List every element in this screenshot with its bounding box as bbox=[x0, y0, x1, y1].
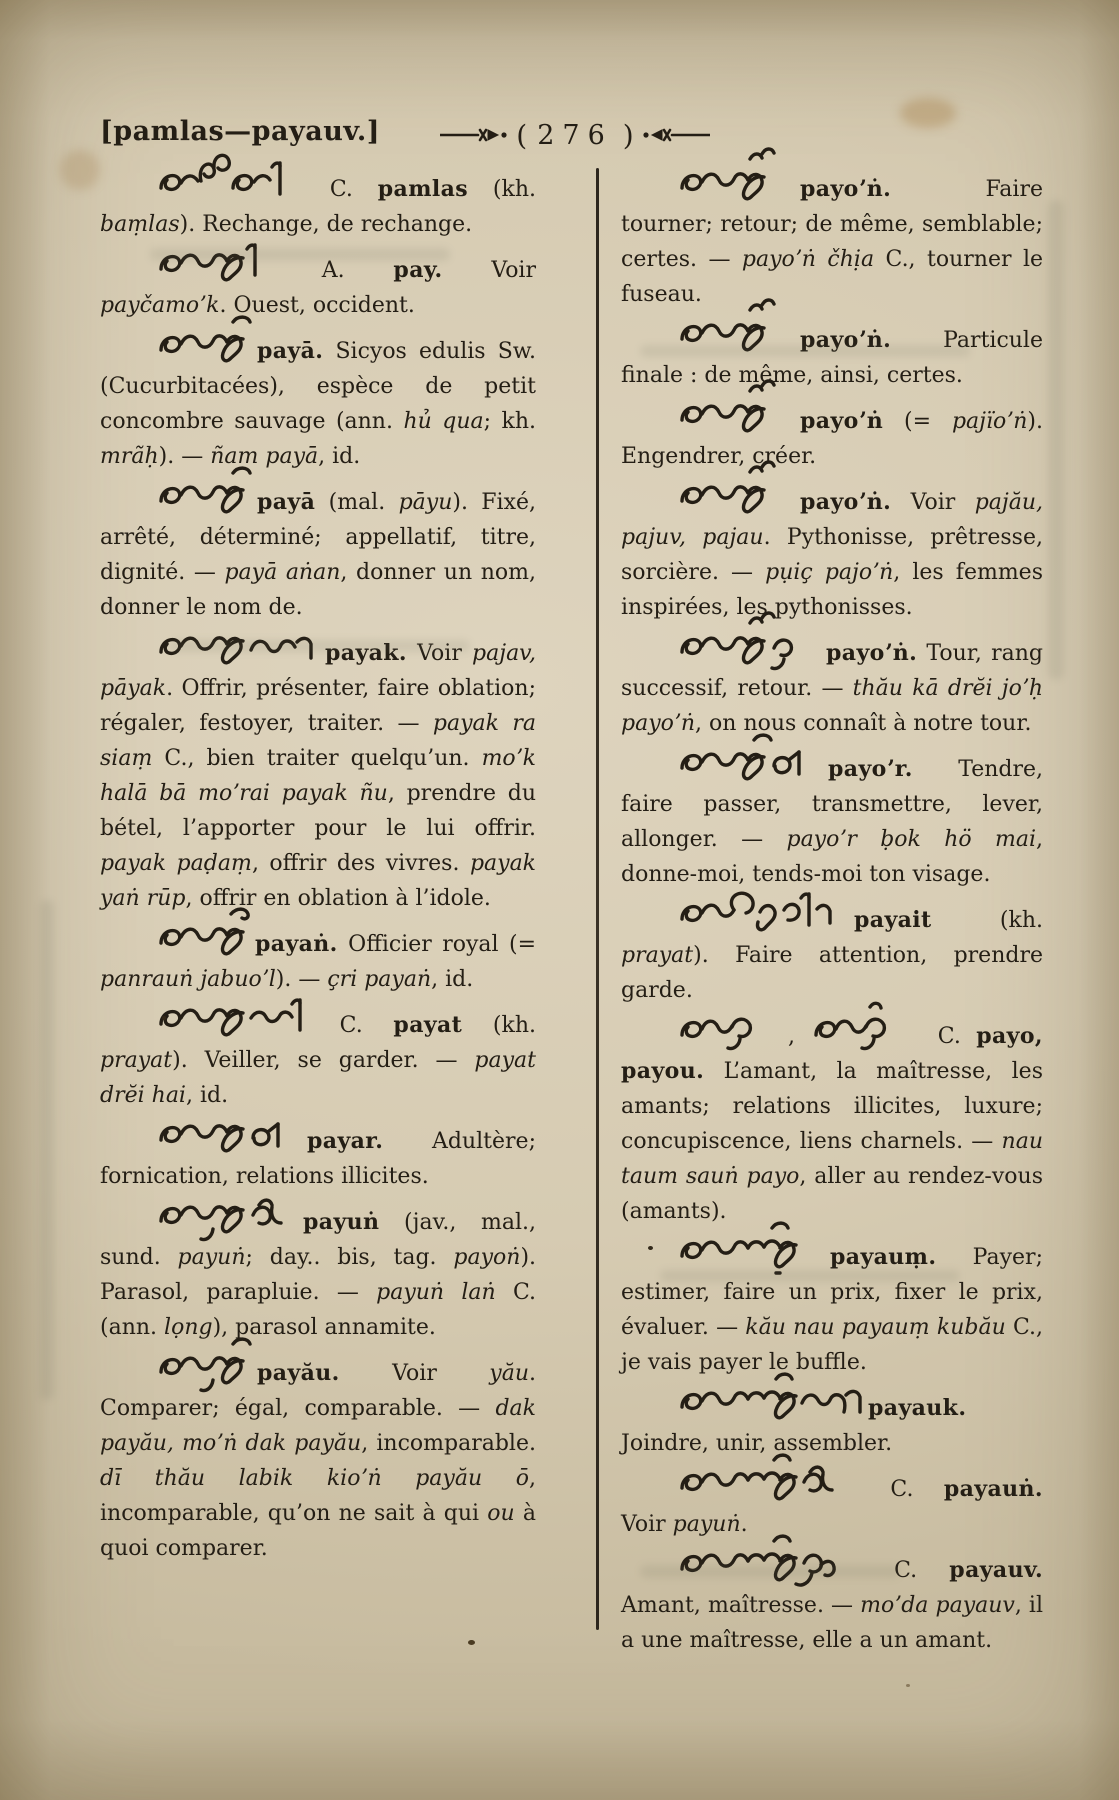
definition-text: à quoi comparer. bbox=[100, 1501, 537, 1561]
example-phrase: payčamoʼk bbox=[100, 293, 220, 318]
cham-script-glyph bbox=[155, 1126, 307, 1148]
example-phrase: baṃlas bbox=[100, 212, 180, 237]
headword: payauṅ. bbox=[943, 1476, 1043, 1502]
definition-text: C. bbox=[309, 1013, 394, 1038]
example-phrase: yău bbox=[489, 1361, 529, 1386]
headword: payoʼṅ bbox=[800, 408, 884, 434]
definition-text: (kh. bbox=[468, 177, 537, 202]
headword: pamlas bbox=[377, 176, 469, 202]
definition-text: (kh. bbox=[462, 1013, 537, 1038]
example-phrase: payoʼr ḅok hö mai bbox=[786, 827, 1036, 852]
show-through-text-ghost bbox=[660, 1270, 960, 1282]
definition-text: Officier royal (= bbox=[337, 932, 536, 957]
cham-script-glyph bbox=[676, 487, 800, 509]
example-phrase: payak paḍaṃ bbox=[100, 851, 252, 876]
show-through-text-ghost bbox=[640, 345, 970, 357]
headword: payauv. bbox=[949, 1557, 1043, 1583]
cham-script-glyph bbox=[676, 754, 828, 776]
example-phrase: payuṅ bbox=[672, 1512, 741, 1537]
running-title: [pamlas—payauv.] bbox=[100, 116, 381, 147]
definition-text: ). Parasol, parapluie. — bbox=[100, 1245, 537, 1305]
cham-script-glyph bbox=[676, 406, 800, 428]
headword: payuṅ bbox=[303, 1209, 380, 1235]
cham-script-glyph bbox=[155, 174, 305, 196]
definition-text: Voir bbox=[442, 258, 536, 283]
headword: payoʼṅ. bbox=[800, 176, 892, 202]
cham-script-glyph bbox=[676, 1393, 868, 1415]
example-phrase: payuṅ bbox=[177, 1245, 246, 1270]
show-through-text-ghost bbox=[640, 1565, 900, 1578]
definition-text: , id. bbox=[185, 1083, 229, 1108]
cham-script-glyph bbox=[155, 1010, 309, 1032]
definition-text: L’amant, la maîtresse, les amants; relations illicites, luxure; concupiscence, liens charnels. — bbox=[621, 1059, 1043, 1154]
definition-text: C., tourner le fuseau. bbox=[621, 247, 1044, 307]
definition-text: , les femmes inspirées, les pythonisses. bbox=[621, 560, 1043, 620]
example-phrase: pajïoʼṅ bbox=[951, 409, 1028, 434]
definition-text: Tour, rang successif, retour. — bbox=[621, 641, 1043, 701]
definition-text: . Pythonisse, prêtresse, sorcière. — bbox=[621, 525, 1043, 585]
definition-text: ). Faire attention, prendre garde. bbox=[621, 943, 1043, 1003]
definition-text: Amant, maîtresse. — bbox=[621, 1593, 861, 1618]
example-phrase: kău nau payauṃ kubău bbox=[745, 1315, 1006, 1340]
ink-speck bbox=[906, 1684, 910, 1687]
definition-text: , offrir en oblation à l’idole. bbox=[185, 886, 491, 911]
definition-text: C. bbox=[922, 1024, 977, 1049]
definition-text: C. (ann. bbox=[100, 1280, 537, 1340]
definition-text: ; day.. bis, tag. bbox=[245, 1245, 454, 1270]
definition-text: . Offrir, présenter, faire oblation; régaler, festoyer, traiter. — bbox=[100, 676, 536, 736]
right-column bbox=[621, 172, 1043, 1669]
dictionary-entry-payo-payou bbox=[621, 1019, 1043, 1229]
definition-text: ). — bbox=[275, 967, 328, 992]
definition-text: Adultère; fornication, relations illicites. bbox=[100, 1129, 536, 1189]
definition-text: Tendre, faire passer, transmettre, lever, allonger. — bbox=[621, 757, 1043, 852]
ink-speck bbox=[162, 1016, 166, 1020]
definition-text: , bbox=[788, 1024, 811, 1049]
show-through-text-ghost bbox=[170, 640, 470, 652]
ink-speck bbox=[648, 1246, 653, 1250]
show-through-text-ghost bbox=[40, 900, 54, 1400]
headword: payauṃ. bbox=[830, 1244, 937, 1270]
headword: payā. bbox=[257, 338, 324, 364]
cham-script-glyph bbox=[676, 905, 854, 927]
definition-text: . Comparer; égal, comparable. — bbox=[100, 1361, 536, 1421]
headword: payoʼṅ. bbox=[800, 327, 892, 353]
definition-text: , donne-moi, tends-moi ton visage. bbox=[621, 827, 1043, 887]
example-phrase: thău kā drĕi joʼḥ payoʼṅ bbox=[621, 676, 1043, 736]
definition-text: Particule finale : de même, ainsi, certes. bbox=[621, 328, 1043, 388]
example-phrase: pụiç pajoʼṅ bbox=[765, 560, 894, 585]
headword: payoʼṅ. bbox=[800, 489, 892, 515]
example-phrase: pajău, pajuv, pajau bbox=[621, 490, 1043, 550]
cham-script-glyph bbox=[155, 1358, 257, 1380]
cham-script-glyph bbox=[676, 1242, 830, 1264]
example-phrase: pāyu bbox=[398, 490, 453, 515]
cham-script-glyph bbox=[155, 929, 255, 951]
definition-text: Voir bbox=[339, 1361, 490, 1386]
definition-text: (mal. bbox=[315, 490, 399, 515]
definition-text: . Ouest, occident. bbox=[219, 293, 415, 318]
definition-text: ). — bbox=[158, 444, 211, 469]
example-phrase: nau taum sauṅ payo bbox=[621, 1129, 1043, 1189]
cham-script-glyph bbox=[676, 325, 800, 347]
definition-text: , aller au rendez-vous (amants). bbox=[621, 1164, 1043, 1224]
headword: payaṅ. bbox=[255, 931, 338, 957]
definition-text: Sicyos edulis Sw. (Cucurbitacées), espèce de petit concombre sauvage (ann. bbox=[100, 339, 536, 434]
definition-text: ). Fixé, arrêté, déterminé; appellatif, titre, dignité. — bbox=[100, 490, 536, 585]
example-phrase: lọng bbox=[164, 1315, 213, 1340]
example-phrase: dak payău, moʼṅ dak payău bbox=[100, 1396, 536, 1456]
headword: payo, bbox=[976, 1023, 1043, 1049]
cham-script-glyph bbox=[810, 1021, 922, 1043]
definition-text: (= bbox=[883, 409, 952, 434]
headword: payoʼr. bbox=[828, 756, 913, 782]
example-phrase: mrãḥ bbox=[100, 444, 159, 469]
definition-text: , offrir des vivres. bbox=[251, 851, 470, 876]
headword: pay. bbox=[393, 257, 443, 283]
definition-text: , on nous connaît à notre tour. bbox=[695, 711, 1032, 736]
definition-text: , il a une maîtresse, elle a un amant. bbox=[621, 1593, 1043, 1653]
example-phrase: payak yaṅ rūp bbox=[100, 851, 537, 911]
headword: payait bbox=[854, 907, 932, 933]
definition-text: Payer; estimer, faire un prix, fixer le prix, évaluer. — bbox=[621, 1245, 1043, 1340]
dictionary-entry-payak bbox=[100, 636, 536, 916]
cham-script-glyph bbox=[155, 487, 257, 509]
headword: payat bbox=[393, 1012, 463, 1038]
left-column bbox=[100, 172, 536, 1577]
definition-text: ). Rechange, de rechange. bbox=[179, 212, 473, 237]
example-phrase: ñam payā bbox=[210, 444, 319, 469]
definition-text: Voir bbox=[891, 490, 975, 515]
headword: payā bbox=[257, 489, 316, 515]
headword: payauk. bbox=[868, 1395, 967, 1421]
cham-script-glyph bbox=[676, 1474, 860, 1496]
definition-text: ). Veiller, se garder. — bbox=[172, 1048, 475, 1073]
example-phrase: payuṅ laṅ bbox=[376, 1280, 496, 1305]
example-phrase: prayat bbox=[621, 943, 694, 968]
show-through-text-ghost bbox=[1048, 200, 1064, 680]
headword: payar. bbox=[307, 1128, 384, 1154]
paper-stain bbox=[900, 98, 956, 128]
definition-text: , prendre du bétel, l’apporter pour le lui offrir. bbox=[100, 781, 537, 841]
ornament-dash-left bbox=[440, 126, 510, 144]
headword: payău. bbox=[257, 1360, 340, 1386]
definition-text: C., je vais payer le buffle. bbox=[621, 1315, 1043, 1375]
example-phrase: ou bbox=[487, 1501, 515, 1526]
definition-text: C. bbox=[860, 1477, 944, 1502]
example-phrase: moʼda payauv bbox=[860, 1593, 1015, 1618]
cham-script-glyph bbox=[155, 1207, 303, 1229]
paper-stain bbox=[60, 150, 100, 190]
folio-paren-open: ( bbox=[516, 118, 528, 152]
definition-text: (kh. bbox=[931, 908, 1043, 933]
dictionary-entry-payau bbox=[100, 1356, 536, 1566]
headword: payou. bbox=[621, 1058, 705, 1084]
definition-text: (jav., mal., sund. bbox=[100, 1210, 536, 1270]
ink-speck bbox=[468, 1640, 475, 1645]
example-phrase: panrauṅ jabuoʼl bbox=[100, 967, 276, 992]
definition-text: C., bien traiter quelqu’un. bbox=[152, 746, 482, 771]
definition-text: , incomparable. bbox=[361, 1431, 536, 1456]
show-through-text-ghost bbox=[150, 248, 450, 261]
headword: payoʼṅ. bbox=[826, 640, 918, 666]
definition-text: ), parasol annamite. bbox=[212, 1315, 436, 1340]
example-phrase: moʼk halā bā moʼrai payak ñu bbox=[100, 746, 536, 806]
cham-script-glyph bbox=[676, 1021, 788, 1043]
example-phrase: payat drĕi hai bbox=[100, 1048, 536, 1108]
column-divider-rule bbox=[596, 168, 599, 1630]
definition-text: . bbox=[740, 1512, 748, 1537]
definition-text: Joindre, unir, assembler. bbox=[621, 1431, 893, 1456]
example-phrase: pajav, pāyak bbox=[100, 641, 536, 701]
definition-text: , donner un nom, donner le nom de. bbox=[100, 560, 536, 620]
example-phrase: payoṅ bbox=[453, 1245, 521, 1270]
example-phrase: hủ qua bbox=[403, 409, 484, 434]
definition-text: Voir bbox=[406, 641, 473, 666]
definition-text: , incomparable, qu’on ne sait à qui bbox=[100, 1466, 536, 1526]
cham-script-glyph bbox=[676, 174, 800, 196]
page-number: 276 bbox=[537, 119, 613, 151]
definition-text: ). Engendrer, créer. bbox=[621, 409, 1043, 469]
definition-text: , id. bbox=[318, 444, 361, 469]
example-phrase: payak ra siaṃ bbox=[100, 711, 537, 771]
folio-paren-close: ) bbox=[622, 118, 634, 152]
example-phrase: payā aṅan bbox=[224, 560, 341, 585]
definition-text: A. bbox=[273, 258, 394, 283]
cham-script-glyph bbox=[155, 336, 257, 358]
definition-text: C. bbox=[305, 177, 378, 202]
definition-text: C. bbox=[862, 1558, 950, 1583]
cham-script-glyph bbox=[676, 638, 826, 660]
example-phrase: çri payaṅ bbox=[327, 967, 432, 992]
definition-text: Faire tourner; retour; de même, semblable; certes. — bbox=[621, 177, 1043, 272]
example-phrase: payoʼṅ čhịa bbox=[741, 247, 875, 272]
example-phrase: prayat bbox=[100, 1048, 173, 1073]
example-phrase: dī thău labik kioʼṅ payău ō bbox=[100, 1466, 529, 1491]
definition-text: ; kh. bbox=[483, 409, 537, 434]
definition-text: Voir bbox=[621, 1512, 673, 1537]
headword: payak. bbox=[325, 640, 407, 666]
definition-text: , id. bbox=[431, 967, 474, 992]
